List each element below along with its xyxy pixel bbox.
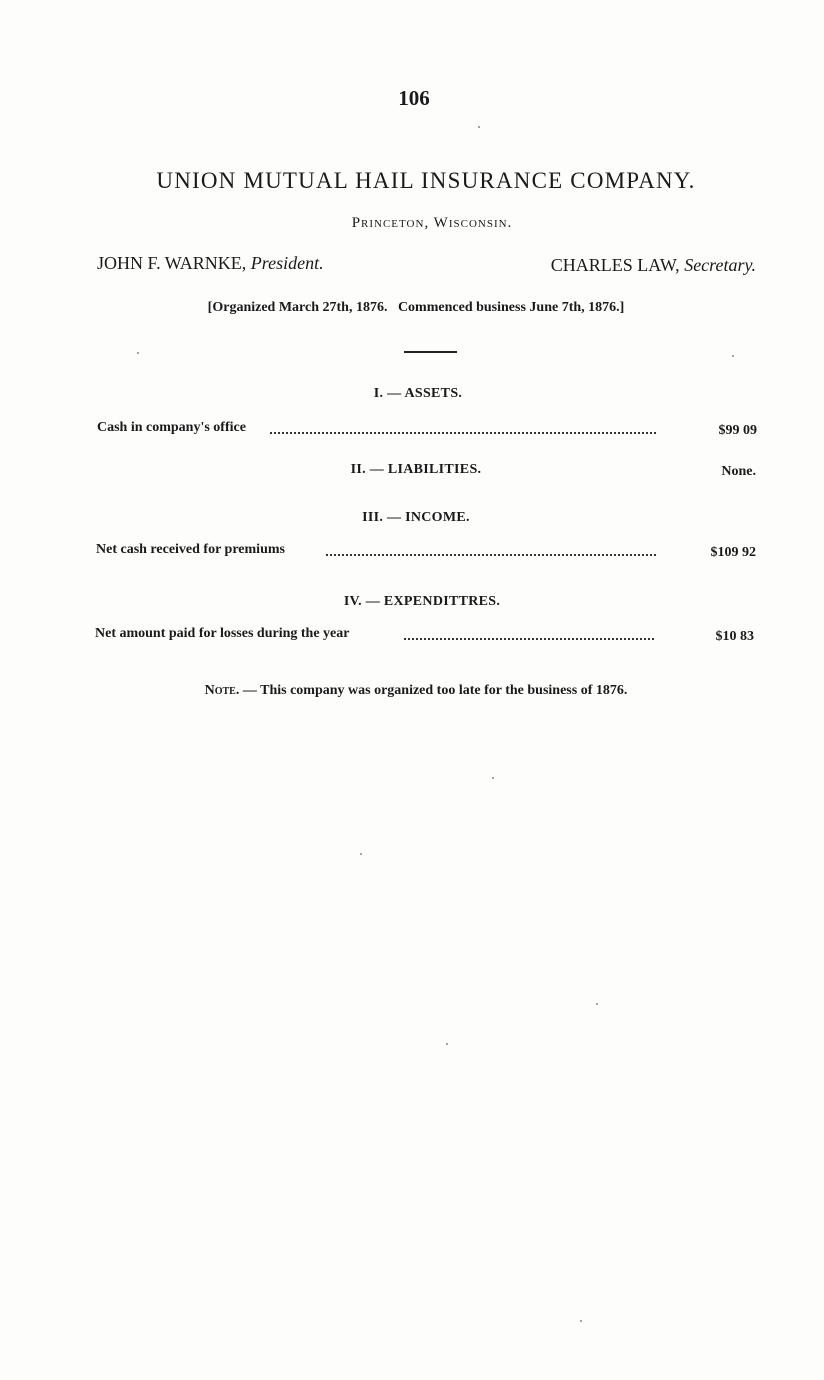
income-row-leader	[326, 554, 656, 556]
scan-speck	[446, 1043, 448, 1045]
assets-row-label: Cash in company's office	[97, 420, 246, 435]
company-location: Princeton, Wisconsin.	[351, 215, 513, 231]
secretary-name: CHARLES LAW,	[550, 255, 680, 275]
scan-speck	[360, 853, 362, 855]
president-name: JOHN F. WARNKE,	[97, 253, 247, 273]
income-row-amount: $109 92	[710, 545, 756, 560]
scan-speck	[596, 1003, 598, 1005]
secretary-role: Secretary.	[684, 255, 756, 275]
footnote-lead: Note.	[204, 683, 240, 698]
president-line	[97, 253, 324, 274]
scan-speck	[580, 1320, 582, 1322]
scan-speck	[137, 352, 139, 354]
organized-note: [Organized March 27th, 1876. Commenced business June 7th, 1876.]	[207, 300, 625, 315]
scan-speck	[478, 126, 480, 128]
page-number: 106	[398, 86, 430, 110]
president-role: President.	[250, 253, 324, 273]
liabilities-amount: None.	[721, 464, 756, 479]
income-row-label: Net cash received for premiums	[96, 542, 285, 557]
assets-row-amount: $99 09	[718, 423, 757, 438]
expenditures-row-amount: $10 83	[715, 629, 754, 644]
footnote-text: — This company was organized too late for the business of 1876.	[239, 683, 628, 698]
section-divider	[404, 351, 457, 353]
expenditures-heading: IV. — EXPENDITTRES.	[343, 594, 501, 609]
expenditures-row-leader	[404, 638, 654, 640]
scan-speck	[732, 355, 734, 357]
income-heading: III. — INCOME.	[362, 510, 470, 525]
liabilities-heading: II. — LIABILITIES.	[350, 462, 482, 477]
footnote	[4, 683, 824, 699]
secretary-line	[551, 255, 756, 276]
scan-speck	[492, 777, 494, 779]
assets-row-leader	[270, 432, 656, 434]
expenditures-row-label: Net amount paid for losses during the year	[95, 626, 350, 641]
assets-heading: I. — ASSETS.	[373, 386, 463, 401]
company-title: UNION MUTUAL HAIL INSURANCE COMPANY.	[156, 168, 696, 193]
